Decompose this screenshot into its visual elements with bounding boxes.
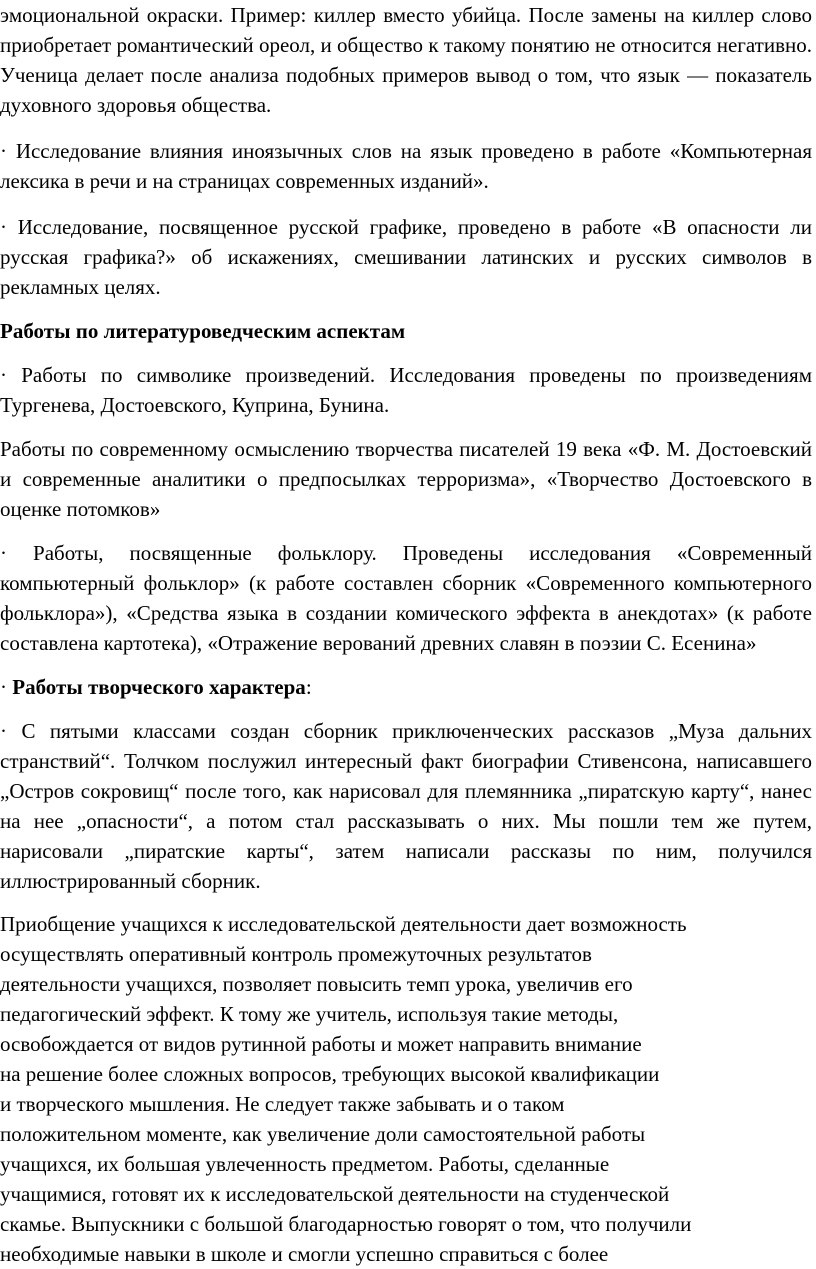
paragraph-foreign-words-research: · Исследование влияния иноязычных слов на язык проведено в работе «Компьютерная лексика в речи и на страницах современных изданий». — [0, 139, 812, 193]
text-line: учащихся, их большая увлеченность предметом. Работы, сделанные — [0, 1152, 610, 1176]
section-heading-creative — [0, 672, 812, 702]
text-line: освобождается от видов рутинной работы и может направить внимание — [0, 1032, 642, 1056]
paragraph-folklore-works: · Работы, посвященные фольклору. Проведены исследования «Современный компьютерный фольклор» (к работе составлен сборник «Современного компьютерного фольклора»), «Средства языка в создании комического эффекта в анекдотах» (к работе составлена картотека), «Отражение верований древних славян в поэзии С. Есенина» — [0, 541, 812, 655]
paragraph-adventure-stories: · С пятыми классами создан сборник приключенческих рассказов „Муза дальних странствий“. Толчком послужил интересный факт биографии Стивенсона, написавшего „Остров сокровищ“ после того, как нарисовал для племянника „пиратскую карту“, нанес на нее „опасности“, а потом стал рассказывать о них. Мы пошли тем же путем, нарисовали „пиратские карты“, затем написали рассказы по ним, получился иллюстрированный сборник. — [0, 719, 812, 893]
paragraph-emotional-coloring: эмоциональной окраски. Пример: киллер вместо убийца. После замены на киллер слово приобретает романтический ореол, и общество к такому понятию не относится негативно. Ученица делает после анализа подобных примеров вывод о том, что язык — показатель духовного здоровья общества. — [0, 3, 812, 117]
paragraph-symbolism-works: · Работы по символике произведений. Исследования проведены по произведениям Тургенева, Достоевского, Куприна, Бунина. — [0, 363, 812, 417]
text-line: на решение более сложных вопросов, требующих высокой квалификации — [0, 1062, 660, 1086]
section-heading-literary: Работы по литературоведческим аспектам — [0, 319, 406, 343]
text-line: Приобщение учащихся к исследовательской деятельности дает возможность — [0, 912, 687, 936]
paragraph-dostoevsky-works: Работы по современному осмыслению творчества писателей 19 века «Ф. М. Достоевский и современные аналитики о предпосылках терроризма», «Творчество Достоевского в оценке потомков» — [0, 437, 812, 521]
text-line: и творческого мышления. Не следует также забывать и о таком — [0, 1092, 565, 1116]
text-line: скамье. Выпускники с большой благодарностью говорят о том, что получили — [0, 1212, 692, 1236]
paragraph-research-activity — [0, 909, 812, 1269]
text-line: деятельности учащихся, позволяет повысить темп урока, увеличив его — [0, 972, 633, 996]
creative-bullet: · — [0, 675, 13, 699]
creative-colon: : — [305, 675, 312, 699]
text-line: положительном моменте, как увеличение доли самостоятельной работы — [0, 1122, 646, 1146]
text-line: учащимися, готовят их к исследовательской деятельности на студенческой — [0, 1182, 670, 1206]
text-line: осуществлять оперативный контроль промежуточных результатов — [0, 942, 592, 966]
text-line: необходимые навыки в школе и смогли успешно справиться с более — [0, 1242, 609, 1266]
paragraph-russian-graphics-research: · Исследование, посвященное русской графике, проведено в работе «В опасности ли русская графика?» об искажениях, смешивании латинских и русских символов в рекламных целях. — [0, 215, 812, 299]
text-line: педагогический эффект. К тому же учитель, используя такие методы, — [0, 1002, 619, 1026]
creative-heading-text: Работы творческого характера — [12, 675, 306, 699]
